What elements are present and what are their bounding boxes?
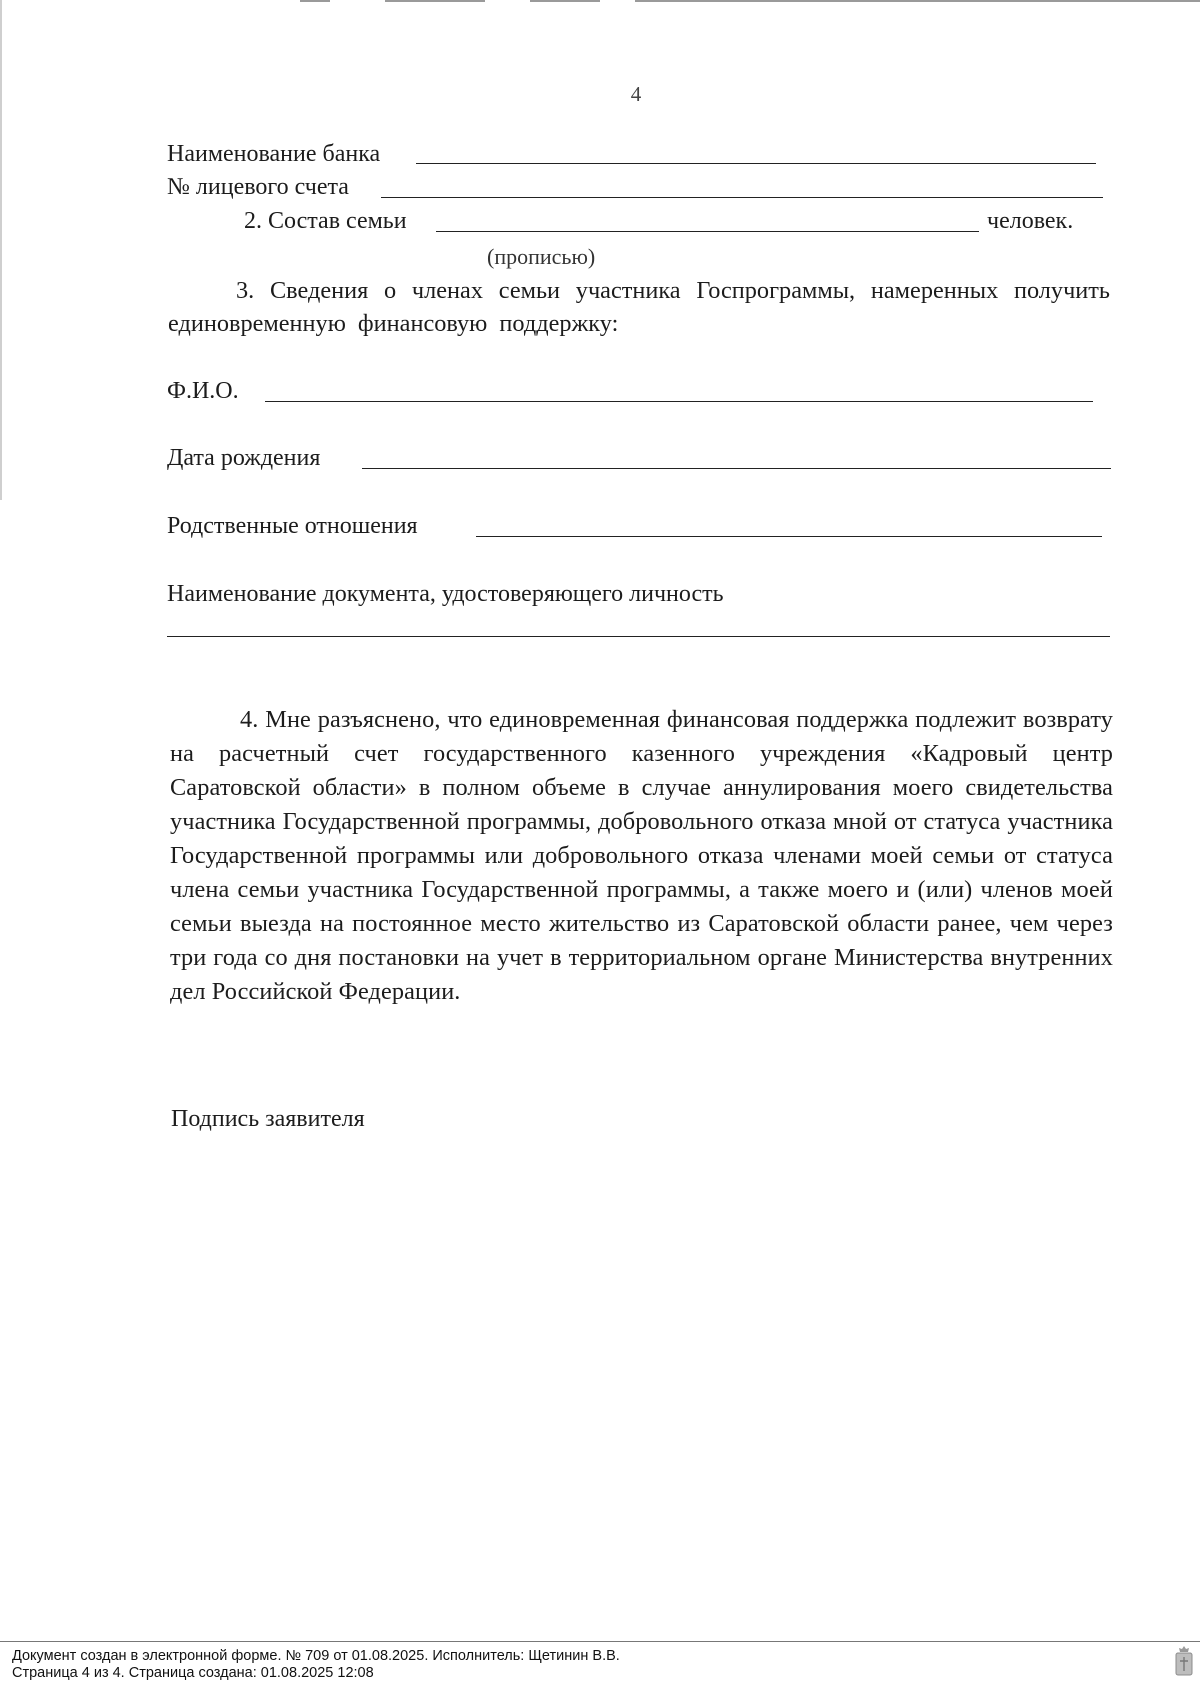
section-4-paragraph: 4. Мне разъяснено, что единовременная финансовая поддержка подлежит возврату на расчетный счет государственного казенного учреждения «Кадровый центр Саратовской области» в полном объеме в случае аннулирования моего свидетельства участника Государственной программы, добровольного отказа мной от статуса участника Государственной программы или добровольного отказа членами моей семьи от статуса члена семьи участника Государственной программы, а также моего и (или) членов моей семьи выезда на постоянное место жительство из Саратовской области ранее, чем через три года со дня постановки на учет в территориальном органе Министерства внутренних дел Российской Федерации.	[170, 706, 1113, 1005]
birth-date-label: Дата рождения	[167, 445, 321, 471]
scan-artifact	[635, 0, 1200, 2]
footer-line-2: Страница 4 из 4. Страница создана: 01.08.2025 12:08	[12, 1665, 374, 1681]
footer-line-1: Документ создан в электронной форме. № 709 от 01.08.2025. Исполнитель: Щетинин В.В.	[12, 1648, 620, 1664]
page-number: 4	[630, 82, 642, 106]
fio-label: Ф.И.О.	[167, 378, 239, 404]
birth-date-field[interactable]	[362, 468, 1111, 469]
scan-artifact	[300, 0, 330, 2]
account-number-field[interactable]	[381, 197, 1103, 198]
account-number-label: № лицевого счета	[167, 174, 349, 200]
signature-label: Подпись заявителя	[171, 1106, 365, 1132]
footer-divider	[0, 1641, 1200, 1642]
relation-label: Родственные отношения	[167, 513, 418, 539]
family-size-label: 2. Состав семьи	[244, 208, 407, 234]
scan-artifact	[385, 0, 485, 2]
bank-name-field[interactable]	[416, 163, 1096, 164]
id-document-label: Наименование документа, удостоверяющего личность	[167, 581, 724, 607]
family-size-suffix: человек.	[987, 208, 1074, 234]
coat-of-arms-icon	[1173, 1644, 1195, 1680]
relation-field[interactable]	[476, 536, 1102, 537]
id-document-field[interactable]	[167, 636, 1110, 637]
fio-field[interactable]	[265, 401, 1093, 402]
section-3-text: 3. Сведения о членах семьи участника Госпрограммы, намеренных получить единовременную финансовую поддержку:	[168, 277, 1110, 337]
family-size-field[interactable]	[436, 231, 979, 232]
family-size-hint: (прописью)	[487, 244, 596, 269]
scan-artifact	[530, 0, 600, 2]
scan-edge	[0, 0, 2, 500]
section-4-text	[170, 703, 1113, 1009]
bank-name-label: Наименование банка	[167, 141, 381, 167]
